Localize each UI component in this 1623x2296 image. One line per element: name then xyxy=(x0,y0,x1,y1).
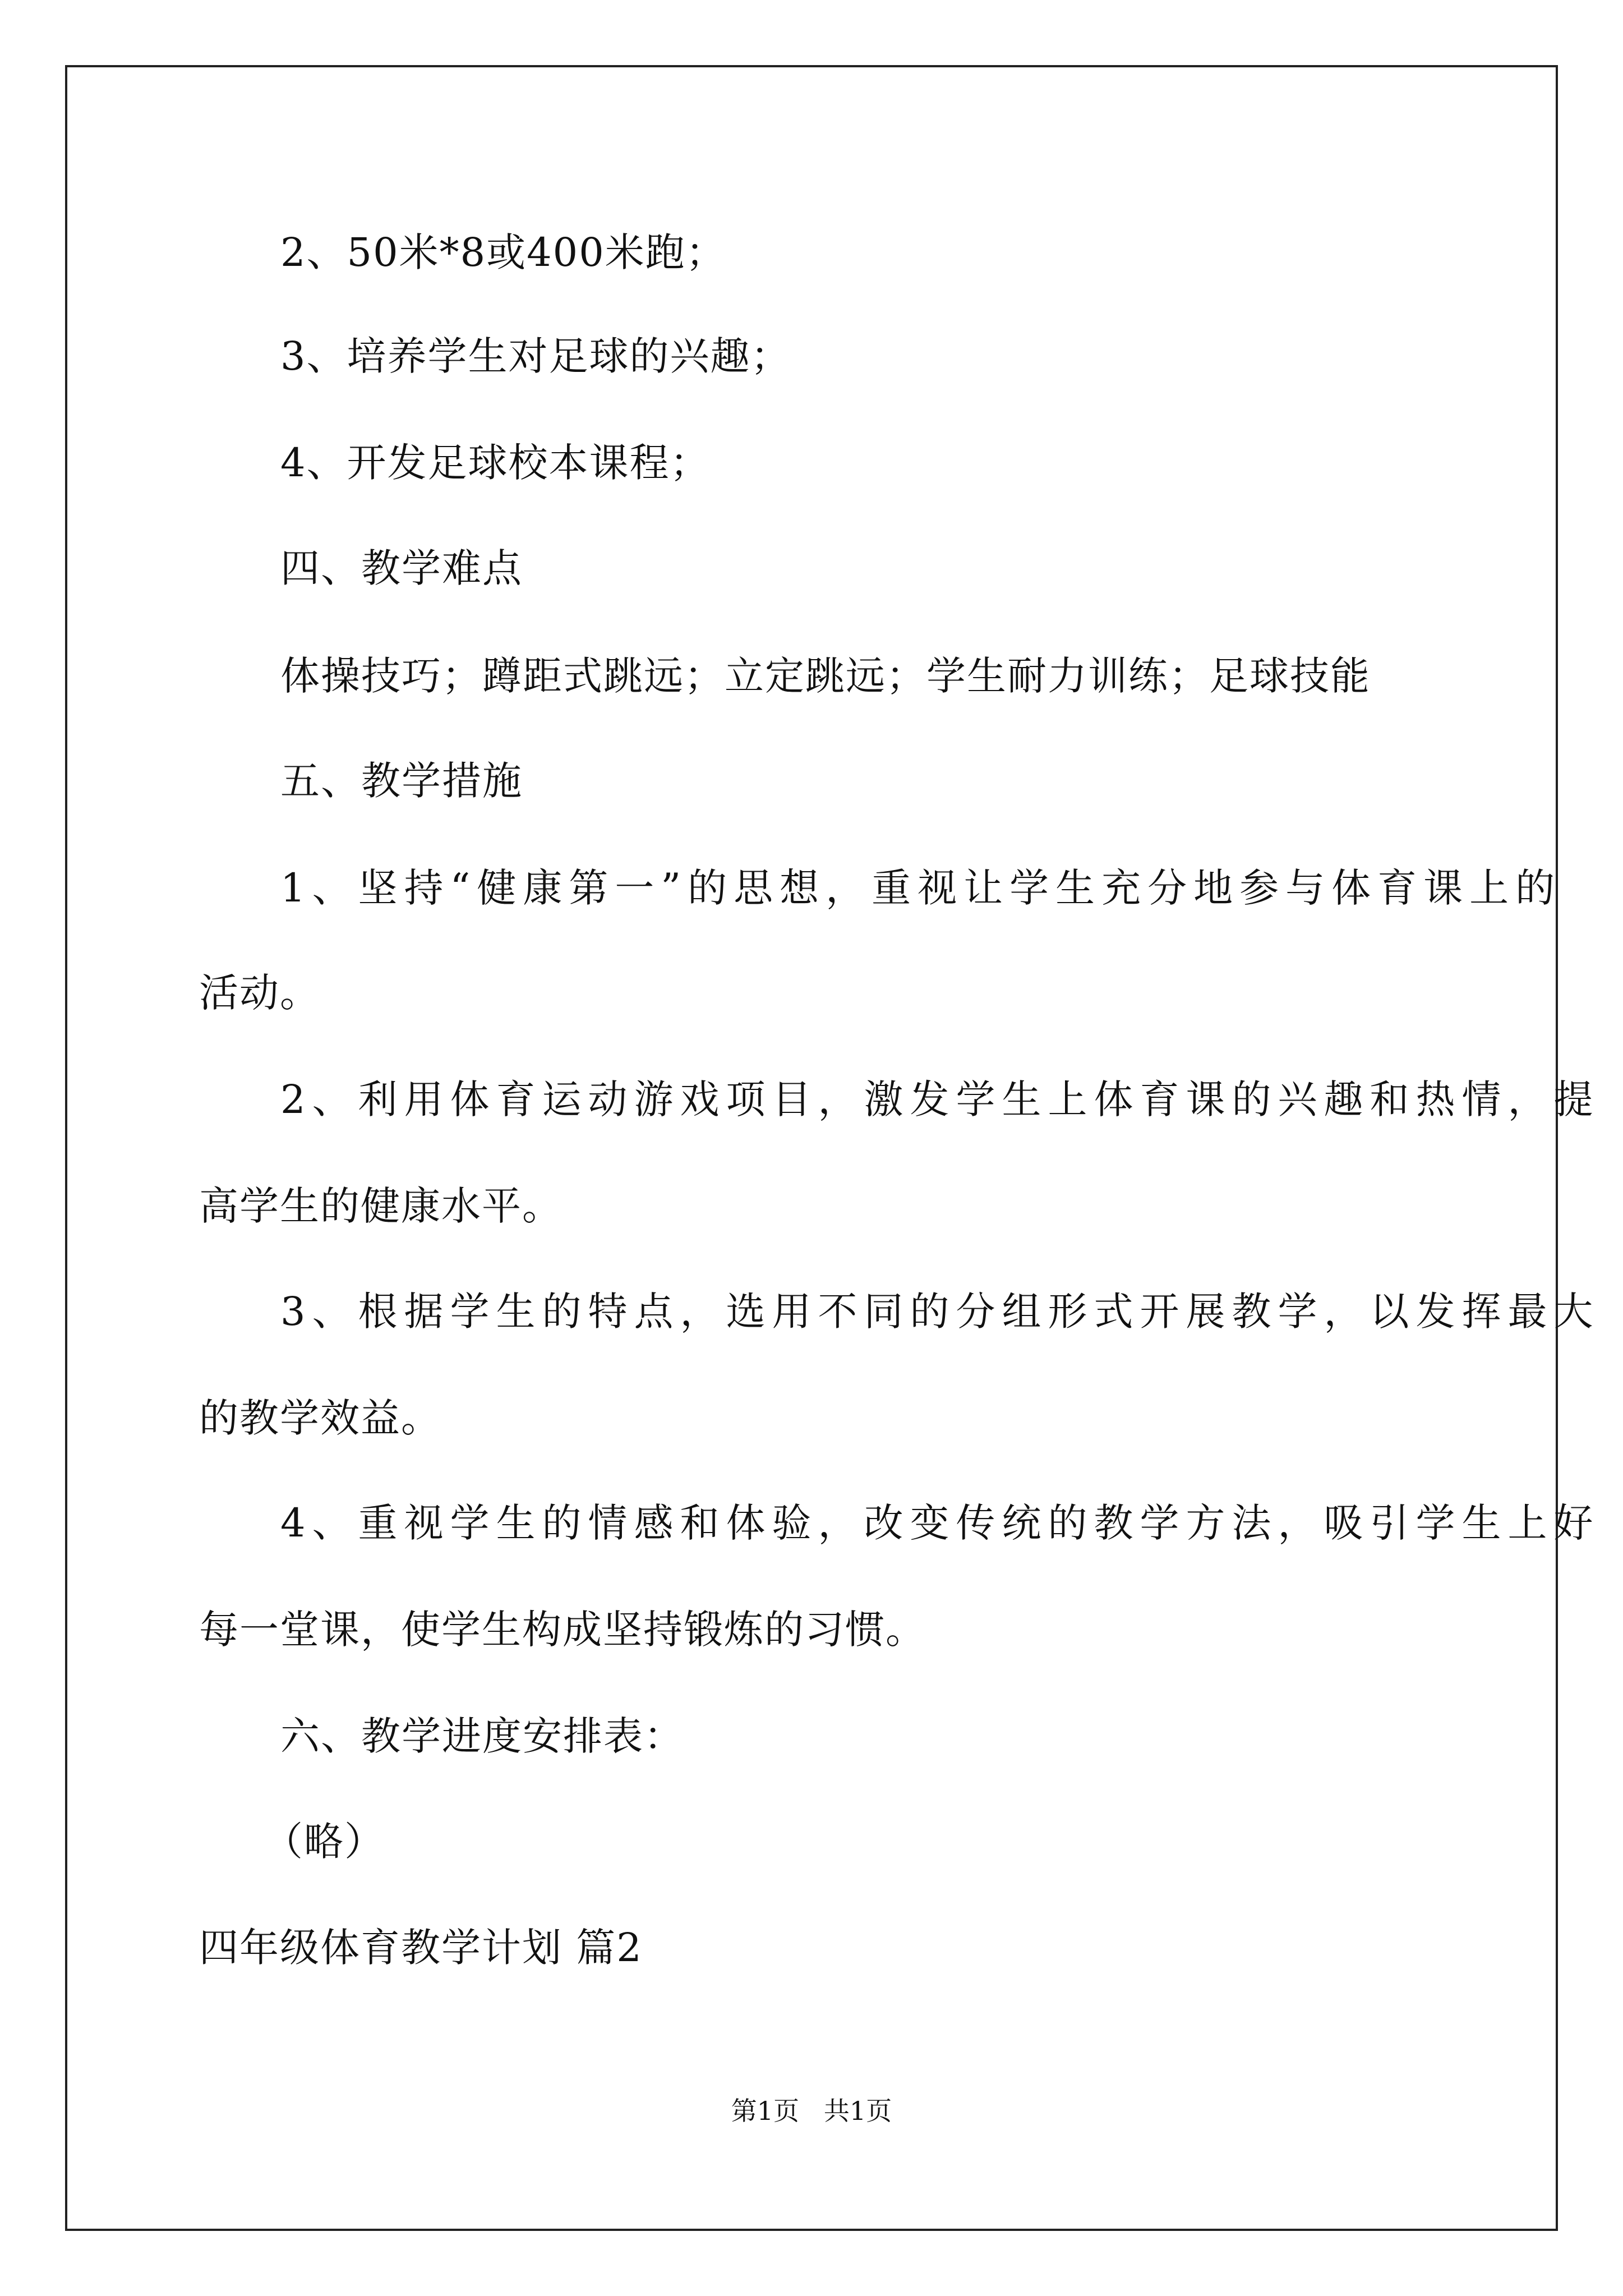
page-border xyxy=(65,65,1558,2231)
section-heading-schedule: 六、教学进度安排表： xyxy=(280,1713,684,1759)
text-line-measure-1-cont: 活动。 xyxy=(199,970,320,1016)
text-line-measure-4: 4、重视学生的情感和体验，改变传统的教学方法，吸引学生上好 xyxy=(280,1500,1600,1546)
text-line-running-item: 2、50米*8或400米跑； xyxy=(280,229,726,275)
text-line-measure-2: 2、利用体育运动游戏项目，激发学生上体育课的兴趣和热情，提 xyxy=(280,1076,1600,1122)
text-line-measure-1: 1、坚持“健康第一”的思想，重视让学生充分地参与体育课上的 xyxy=(280,865,1562,911)
text-line-measure-3-cont: 的教学效益。 xyxy=(199,1395,441,1441)
section-heading-measures: 五、教学措施 xyxy=(280,758,523,804)
section-heading-difficulties: 四、教学难点 xyxy=(280,545,523,591)
text-line-measure-4-cont: 每一堂课，使学生构成坚持锻炼的习惯。 xyxy=(199,1607,926,1653)
text-line-difficulties-list: 体操技巧；蹲距式跳远；立定跳远；学生耐力训练；足球技能 xyxy=(280,653,1371,699)
text-line-measure-2-cont: 高学生的健康水平。 xyxy=(199,1183,562,1229)
page-footer: 第1页 共1页 xyxy=(731,2096,892,2126)
text-line-football-interest: 3、培养学生对足球的兴趣； xyxy=(280,333,791,379)
text-line-omitted: （略） xyxy=(264,1819,385,1865)
section-title-plan-2: 四年级体育教学计划 篇2 xyxy=(199,1925,643,1971)
text-line-measure-3: 3、根据学生的特点，选用不同的分组形式开展教学，以发挥最大 xyxy=(280,1289,1600,1335)
text-line-football-curriculum: 4、开发足球校本课程； xyxy=(280,440,711,486)
